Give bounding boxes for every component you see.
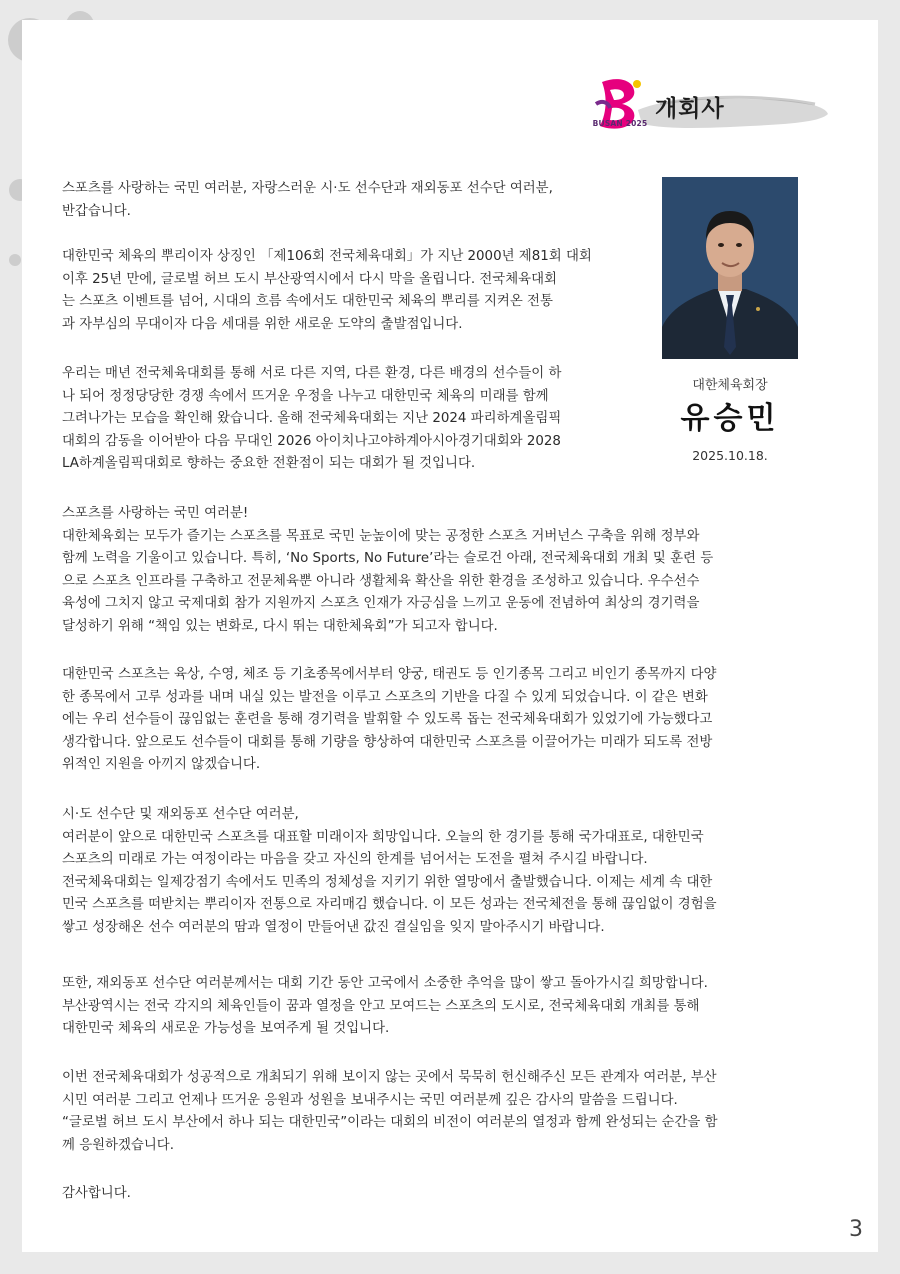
text-line: 대한민국 체육의 뿌리이자 상징인 「제106회 전국체육대회」가 지난 2000년 제81회 대회 bbox=[62, 249, 592, 264]
text-line: 대한민국 체육의 새로운 가능성을 보여주게 될 것입니다. bbox=[62, 1021, 390, 1037]
author-name: 유승민 bbox=[680, 401, 780, 436]
text-line: 또한, 재외동포 선수단 여러분께서는 대회 기간 동안 고국에서 소중한 추억을 많이 쌓고 돌아가시길 희망합니다. bbox=[62, 976, 708, 991]
text-line: 대한민국 스포츠는 육상, 수영, 체조 등 기초종목에서부터 양궁, 태권도 등 인기종목 그리고 비인기 종목까지 다양 bbox=[62, 667, 717, 682]
page-number: 3 bbox=[849, 1217, 863, 1242]
text-line: 에는 우리 선수들이 끊임없는 훈련을 통해 경기력을 발휘할 수 있도록 돕는 전국체육대회가 있었기에 가능했다고 bbox=[62, 712, 713, 728]
logo-caption: BUSAN 2025 bbox=[592, 119, 648, 128]
text-line: 육성에 그치지 않고 국제대회 참가 지원까지 스포츠 인재가 자긍심을 느끼고 운동에 전념하여 최상의 경기력을 bbox=[62, 596, 700, 612]
text-line: 전국체육대회는 일제강점기 속에서도 민족의 정체성을 지키기 위한 열망에서 출발했습니다. 이제는 세계 속 대한 bbox=[62, 874, 713, 890]
paragraph-sports-council bbox=[62, 503, 713, 639]
paragraph-introduction bbox=[62, 246, 592, 336]
text-line: 이후 25년 만에, 글로벌 허브 도시 부산광역시에서 다시 막을 올립니다. 전국체육대회 bbox=[62, 271, 557, 287]
text-line: 대한체육회는 모두가 즐기는 스포츠를 목표로 국민 눈높이에 맞는 공정한 스포츠 거버넌스 구축을 위해 정부와 bbox=[62, 528, 700, 544]
paragraph-thanks bbox=[62, 1067, 718, 1157]
text-line: 스포츠를 사랑하는 국민 여러분! bbox=[62, 506, 249, 521]
text-line: 과 자부심의 무대이자 다음 세대를 위한 새로운 도약의 출발점입니다. bbox=[62, 316, 463, 332]
text-line: 반갑습니다. bbox=[62, 203, 131, 219]
text-line: 이번 전국체육대회가 성공적으로 개최되기 위해 보이지 않는 곳에서 묵묵히 헌신해주신 모든 관계자 여러분, 부산 bbox=[62, 1070, 717, 1085]
text-line: 부산광역시는 전국 각지의 체육인들이 꿈과 열정을 안고 모여드는 스포츠의 도시로, 전국체육대회 개최를 통해 bbox=[62, 998, 700, 1014]
text-line: 께 응원하겠습니다. bbox=[62, 1137, 174, 1153]
text-line: “글로벌 허브 도시 부산에서 하나 되는 대한민국”이라는 대회의 비전이 여러분의 열정과 함께 완성되는 순간을 함 bbox=[62, 1115, 718, 1131]
text-line: 으로 스포츠 인프라를 구축하고 전문체육뿐 아니라 생활체육 확산을 위한 환경을 조성하고 있습니다. 우수선수 bbox=[62, 573, 700, 589]
text-line: 쌓고 성장해온 선수 여러분의 땀과 열정이 만들어낸 값진 결실임을 잊지 말아주시기 바랍니다. bbox=[62, 919, 605, 935]
text-line: 위적인 지원을 아끼지 않겠습니다. bbox=[62, 757, 261, 773]
paragraph-athletes bbox=[62, 804, 717, 940]
text-line: 함께 노력을 기울이고 있습니다. 특히, ‘No Sports, No Future’라는 슬로건 아래, 전국체육대회 개최 및 훈련 등 bbox=[62, 551, 714, 567]
paragraph-overseas bbox=[62, 973, 708, 1041]
author-date: 2025.10.18. bbox=[692, 448, 768, 463]
text-line: 스포츠의 미래로 가는 여정이라는 마음을 갖고 자신의 한계를 넘어서는 도전을 펼쳐 주시길 바랍니다. bbox=[62, 852, 648, 868]
text-line: 시민 여러분 그리고 언제나 뜨거운 응원과 성원을 보내주시는 국민 여러분께 깊은 감사의 말씀을 드립니다. bbox=[62, 1092, 678, 1108]
text-line: 감사합니다. bbox=[62, 1186, 131, 1201]
text-line: 달성하기 위해 “책임 있는 변화로, 다시 뛰는 대한체육회”가 되고자 합니다. bbox=[62, 618, 498, 634]
text-line: LA하계올림픽대회로 향하는 중요한 전환점이 되는 대회가 될 것입니다. bbox=[62, 456, 476, 472]
text-line: 대회의 감동을 이어받아 다음 무대인 2026 아이치나고야하계아시아경기대회와 2028 bbox=[62, 433, 561, 449]
text-line: 시·도 선수단 및 재외동포 선수단 여러분, bbox=[62, 807, 299, 822]
text-line: 여러분이 앞으로 대한민국 스포츠를 대표할 미래이자 희망입니다. 오늘의 한 경기를 통해 국가대표로, 대한민국 bbox=[62, 829, 704, 845]
text-line: 우리는 매년 전국체육대회를 통해 서로 다른 지역, 다른 환경, 다른 배경의 선수들이 하 bbox=[62, 366, 562, 381]
text-line: 나 되어 정정당당한 경쟁 속에서 뜨거운 우정을 나누고 대한민국 체육의 미래를 함께 bbox=[62, 388, 549, 404]
author-portrait bbox=[662, 177, 798, 359]
section-title: 개회사 bbox=[655, 96, 725, 122]
paragraph-closing bbox=[62, 1183, 131, 1206]
text-line: 스포츠를 사랑하는 국민 여러분, 자랑스러운 시·도 선수단과 재외동포 선수단 여러분, bbox=[62, 181, 553, 196]
text-line: 그려나가는 모습을 확인해 왔습니다. 올해 전국체육대회는 지난 2024 파리하계올림픽 bbox=[62, 411, 562, 427]
text-line: 생각합니다. 앞으로도 선수들이 대회를 통해 기량을 향상하여 대한민국 스포츠를 이끌어가는 미래가 되도록 전방 bbox=[62, 734, 713, 750]
text-line: 한 종목에서 고루 성과를 내며 내실 있는 발전을 이루고 스포츠의 기반을 다질 수 있게 되었습니다. 이 같은 변화 bbox=[62, 689, 708, 705]
author-organization: 대한체육회장 bbox=[692, 378, 768, 393]
paragraph-annual-event bbox=[62, 363, 561, 476]
text-line: 는 스포츠 이벤트를 넘어, 시대의 흐름 속에서도 대한민국 체육의 뿌리를 지켜온 전통 bbox=[62, 294, 553, 310]
paragraph-greeting bbox=[62, 178, 553, 223]
paragraph-korean-sports bbox=[62, 664, 716, 777]
text-line: 민국 스포츠를 떠받치는 뿌리이자 전통으로 자리매김 했습니다. 이 모든 성과는 전국체전을 통해 끊임없이 경험을 bbox=[62, 897, 717, 913]
